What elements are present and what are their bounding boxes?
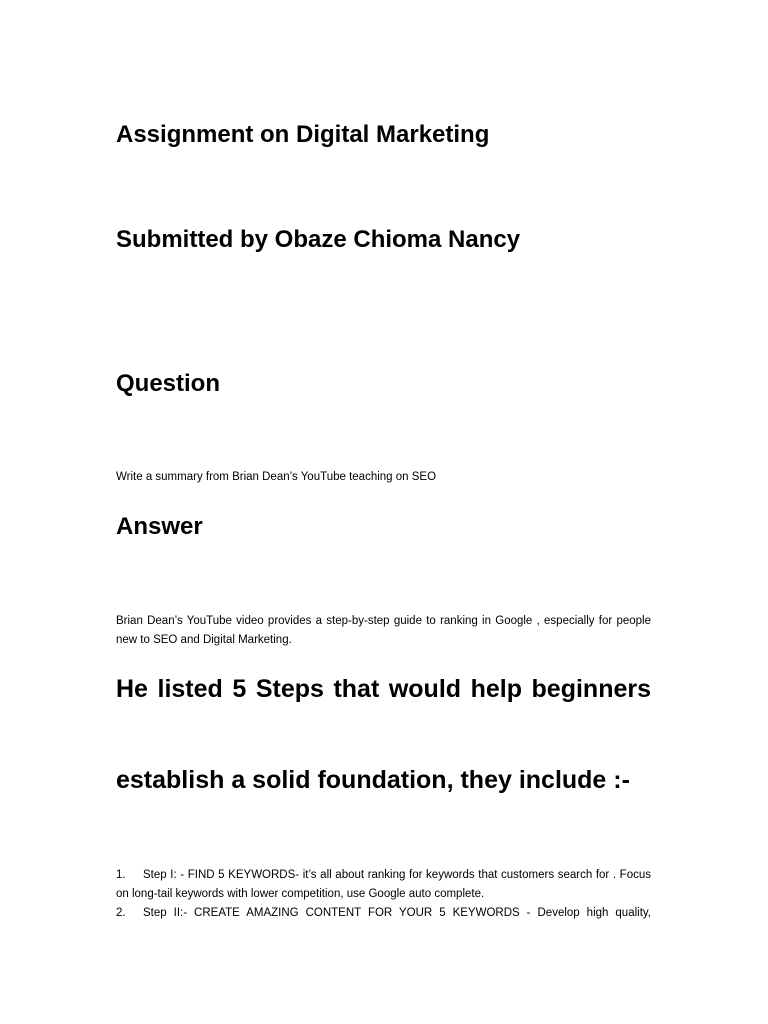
document-title: Assignment on Digital Marketing xyxy=(116,121,490,148)
question-text: Write a summary from Brian Dean’s YouTube teaching on SEO xyxy=(116,471,437,483)
list-item-number: 1. xyxy=(116,869,126,881)
steps-heading-line-1: He listed 5 Steps that would help beginners xyxy=(116,675,651,703)
answer-heading: Answer xyxy=(116,513,203,540)
question-heading: Question xyxy=(116,370,221,397)
step-2-text: Step II:- CREATE AMAZING CONTENT FOR YOUR 5 KEYWORDS - Develop high quality, xyxy=(143,907,651,919)
step-1-text: Step I: - FIND 5 KEYWORDS- it’s all about ranking for keywords that customers search for . Focus on long-tail keywords with lower competition, use Google auto complete. xyxy=(116,869,651,900)
answer-intro: Brian Dean’s YouTube video provides a step-by-step guide to ranking in Google , especially for people new to SEO and Digital Marketing. xyxy=(116,615,651,646)
step-2-number: 2. xyxy=(116,907,126,919)
steps-heading-line-2: establish a solid foundation, they include :- xyxy=(116,766,630,794)
submitted-by: Submitted by Obaze Chioma Nancy xyxy=(116,226,521,253)
